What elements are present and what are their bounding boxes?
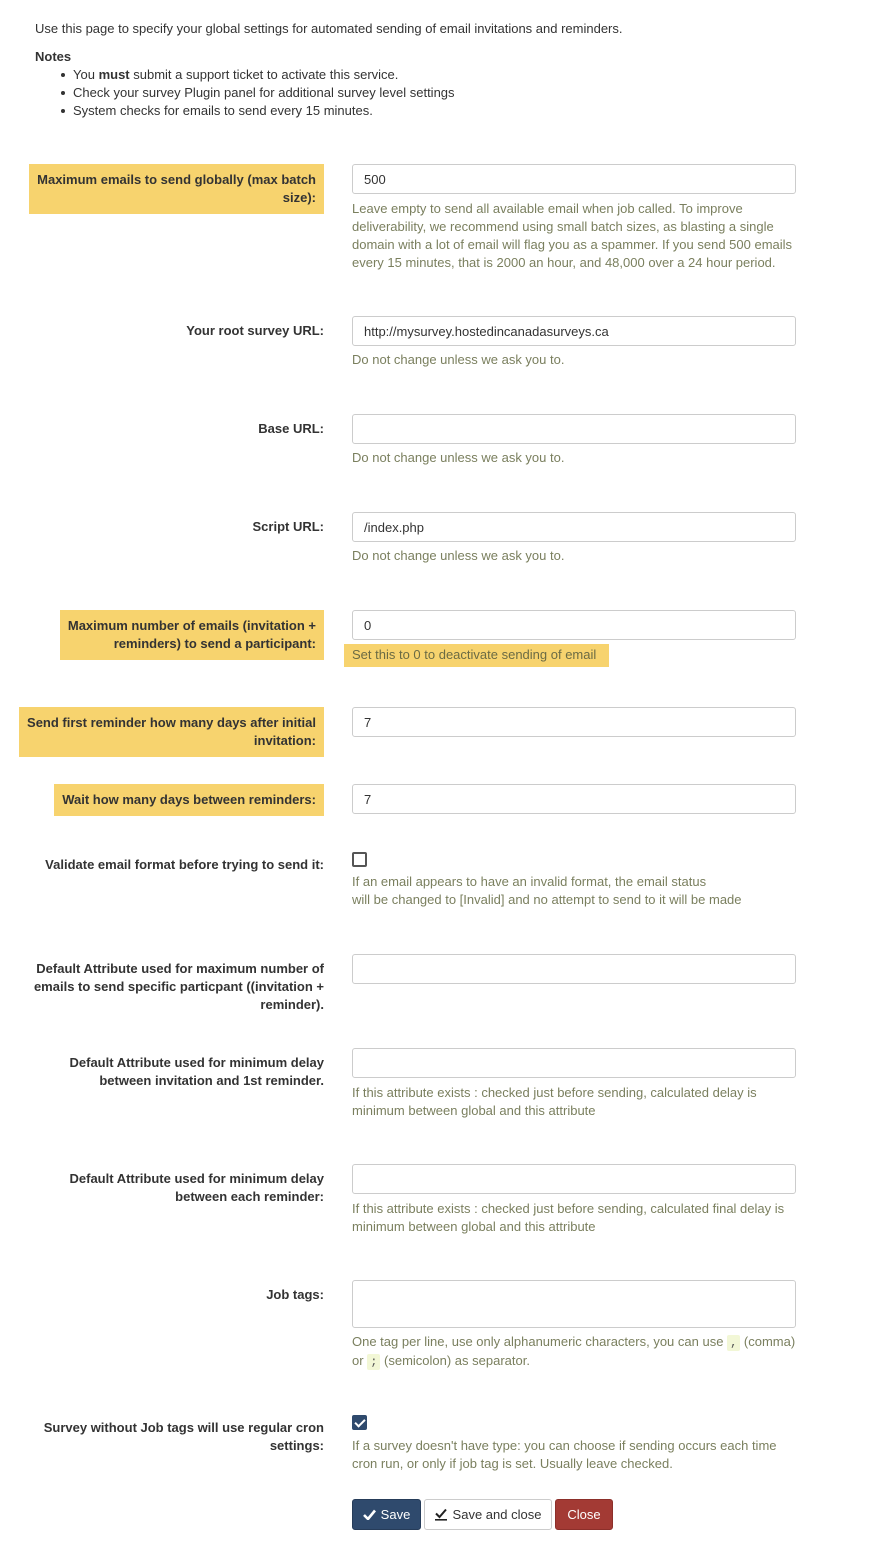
max-per-participant-input[interactable] <box>352 610 796 640</box>
no-tags-cron-checkbox[interactable] <box>352 1415 367 1430</box>
note-item: System checks for emails to send every 15 minutes. <box>35 102 455 120</box>
job-tags-help: One tag per line, use only alphanumeric characters, you can use , (comma) or ; (semicolon) as separator. <box>352 1334 796 1369</box>
attr-min-first-label: Default Attribute used for minimum delay between invitation and 1st reminder. <box>69 1055 324 1088</box>
validate-email-help: If an email appears to have an invalid format, the email status will be changed to [Invalid] and no attempt to send to it will be made <box>352 874 742 907</box>
notes-title: Notes <box>35 49 72 64</box>
script-url-label: Script URL: <box>252 519 324 534</box>
validate-email-label: Validate email format before trying to send it: <box>45 857 324 872</box>
max-per-participant-label: Maximum number of emails (invitation + reminders) to send a participant: <box>60 610 324 660</box>
attr-min-each-input[interactable] <box>352 1164 796 1194</box>
page-intro: Use this page to specify your global settings for automated sending of email invitations and reminders. <box>35 21 623 36</box>
max-per-participant-help: Set this to 0 to deactivate sending of email <box>344 644 609 667</box>
between-reminders-label: Wait how many days between reminders: <box>54 784 324 816</box>
close-button[interactable] <box>555 1499 613 1530</box>
base-url-input[interactable] <box>352 414 796 444</box>
root-url-input[interactable] <box>352 316 796 346</box>
first-reminder-input[interactable] <box>352 707 796 737</box>
save-button-label: Save <box>380 1507 411 1522</box>
check-underline-icon <box>435 1508 448 1521</box>
base-url-label: Base URL: <box>258 421 324 436</box>
base-url-help: Do not change unless we ask you to. <box>352 450 565 465</box>
root-url-help: Do not change unless we ask you to. <box>352 352 565 367</box>
check-icon <box>363 1509 376 1520</box>
attr-max-label: Default Attribute used for maximum number of emails to send specific particpant ((invitation + reminder). <box>33 961 324 1012</box>
validate-email-checkbox[interactable] <box>352 852 367 867</box>
max-batch-input[interactable] <box>352 164 796 194</box>
note-item: You must submit a support ticket to activate this service. <box>35 66 455 84</box>
close-button-label: Close <box>567 1507 601 1522</box>
save-button[interactable] <box>352 1499 421 1530</box>
no-tags-cron-help: If a survey doesn't have type: you can choose if sending occurs each time cron run, or only if job tag is set. Usually leave checked. <box>352 1438 777 1471</box>
between-reminders-input[interactable] <box>352 784 796 814</box>
first-reminder-label: Send first reminder how many days after initial invitation: <box>19 707 324 757</box>
save-and-close-button-label: Save and close <box>452 1507 542 1522</box>
attr-min-first-input[interactable] <box>352 1048 796 1078</box>
max-batch-help: Leave empty to send all available email when job called. To improve deliverability, we recommend using small batch sizes, as blasting a single domain with a lot of email will flag you as a spammer. If you send 500 emails every 15 minutes, that is 2000 an hour, and 48,000 over a 24 hour period. <box>352 201 793 270</box>
job-tags-label: Job tags: <box>266 1287 324 1302</box>
script-url-input[interactable] <box>352 512 796 542</box>
script-url-help: Do not change unless we ask you to. <box>352 548 565 563</box>
no-tags-cron-label: Survey without Job tags will use regular cron settings: <box>43 1420 324 1453</box>
max-batch-label: Maximum emails to send globally (max batch size): <box>29 164 324 214</box>
attr-min-each-label: Default Attribute used for minimum delay between each reminder: <box>69 1171 324 1204</box>
comma-code: , <box>727 1335 740 1351</box>
job-tags-textarea[interactable] <box>352 1280 796 1328</box>
root-url-label: Your root survey URL: <box>186 323 324 338</box>
notes-list <box>35 66 455 120</box>
attr-min-each-help: If this attribute exists : checked just before sending, calculated final delay is minimum between global and this attribute <box>352 1201 785 1234</box>
attr-max-input[interactable] <box>352 954 796 984</box>
save-and-close-button[interactable] <box>424 1499 552 1530</box>
attr-min-first-help: If this attribute exists : checked just before sending, calculated delay is minimum between global and this attribute <box>352 1085 757 1118</box>
note-item: Check your survey Plugin panel for additional survey level settings <box>35 84 455 102</box>
semicolon-code: ; <box>367 1354 380 1370</box>
